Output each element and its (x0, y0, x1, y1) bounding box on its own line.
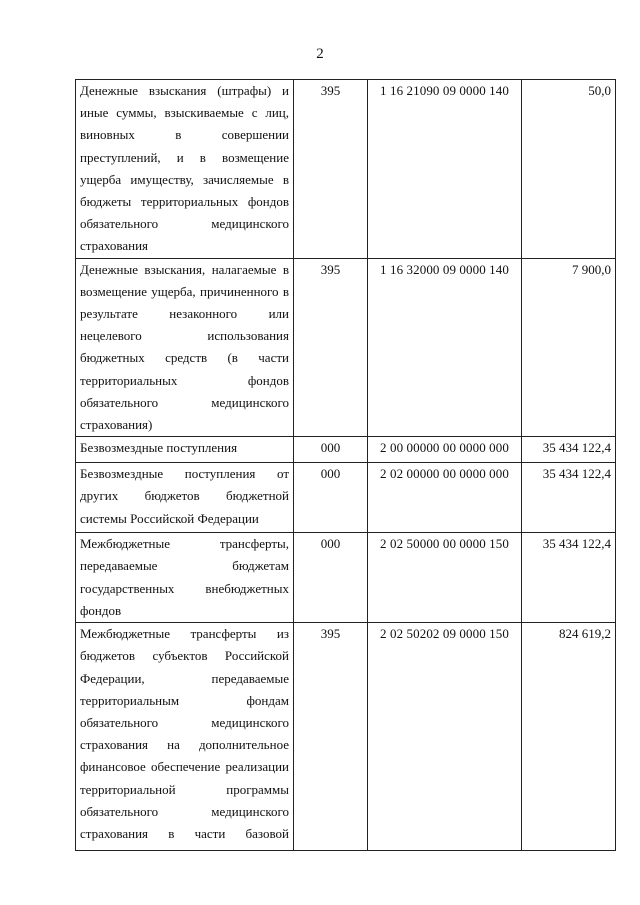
row-name-cell (76, 80, 294, 259)
row-admin-code: 395 (294, 258, 368, 437)
row-admin-code: 000 (294, 437, 368, 463)
row-sum: 7 900,0 (522, 258, 616, 437)
row-admin-code: 000 (294, 533, 368, 623)
row-name-cell (76, 533, 294, 623)
row-name-cell (76, 437, 294, 463)
row-budget-code: 1 16 21090 09 0000 140 (368, 80, 522, 259)
table-row (76, 80, 616, 259)
row-admin-code: 395 (294, 80, 368, 259)
row-name: Межбюджетные трансферты, передаваемые бюджетам государственных внебюджетных фондов (80, 536, 289, 618)
row-sum: 35 434 122,4 (522, 533, 616, 623)
row-sum: 35 434 122,4 (522, 463, 616, 533)
row-admin-code: 395 (294, 623, 368, 851)
row-name: Безвозмездные поступления от других бюджетов бюджетной системы Российской Федерации (80, 466, 289, 526)
row-budget-code: 2 02 00000 00 0000 000 (368, 463, 522, 533)
table-row (76, 623, 616, 851)
table-row (76, 258, 616, 437)
table-row (76, 463, 616, 533)
row-admin-code: 000 (294, 463, 368, 533)
row-sum: 35 434 122,4 (522, 437, 616, 463)
row-budget-code: 2 00 00000 00 0000 000 (368, 437, 522, 463)
row-budget-code: 2 02 50202 09 0000 150 (368, 623, 522, 851)
row-sum: 824 619,2 (522, 623, 616, 851)
row-sum: 50,0 (522, 80, 616, 259)
row-name-cell (76, 623, 294, 851)
row-name: Безвозмездные поступления (80, 440, 238, 456)
row-name: Межбюджетные трансферты из бюджетов субъектов Российской Федерации, передаваемые территориальным фондам обязательного медицинского страхования на дополнительное финансовое обеспечение реализации территориальной программы обязательного медицинского страхования в части базовой (80, 626, 289, 842)
row-name: Денежные взыскания, налагаемые в возмещение ущерба, причиненного в результате незаконного или нецелевого использования бюджетных средств (в части территориальных фондов обязательного медицинского страхования) (80, 261, 289, 433)
row-budget-code: 2 02 50000 00 0000 150 (368, 533, 522, 623)
table-row (76, 437, 616, 463)
row-name: Денежные взыскания (штрафы) и иные суммы, взыскиваемые с лиц, виновных в совершении преступлений, и в возмещение ущерба имуществу, зачисляемые в бюджеты территориальных фондов обязательного медицинского страхования (80, 83, 289, 254)
page-number: 2 (316, 46, 324, 62)
row-name-cell (76, 258, 294, 437)
table-row (76, 533, 616, 623)
row-name-cell (76, 463, 294, 533)
budget-revenue-table (75, 79, 616, 851)
row-budget-code: 1 16 32000 09 0000 140 (368, 258, 522, 437)
